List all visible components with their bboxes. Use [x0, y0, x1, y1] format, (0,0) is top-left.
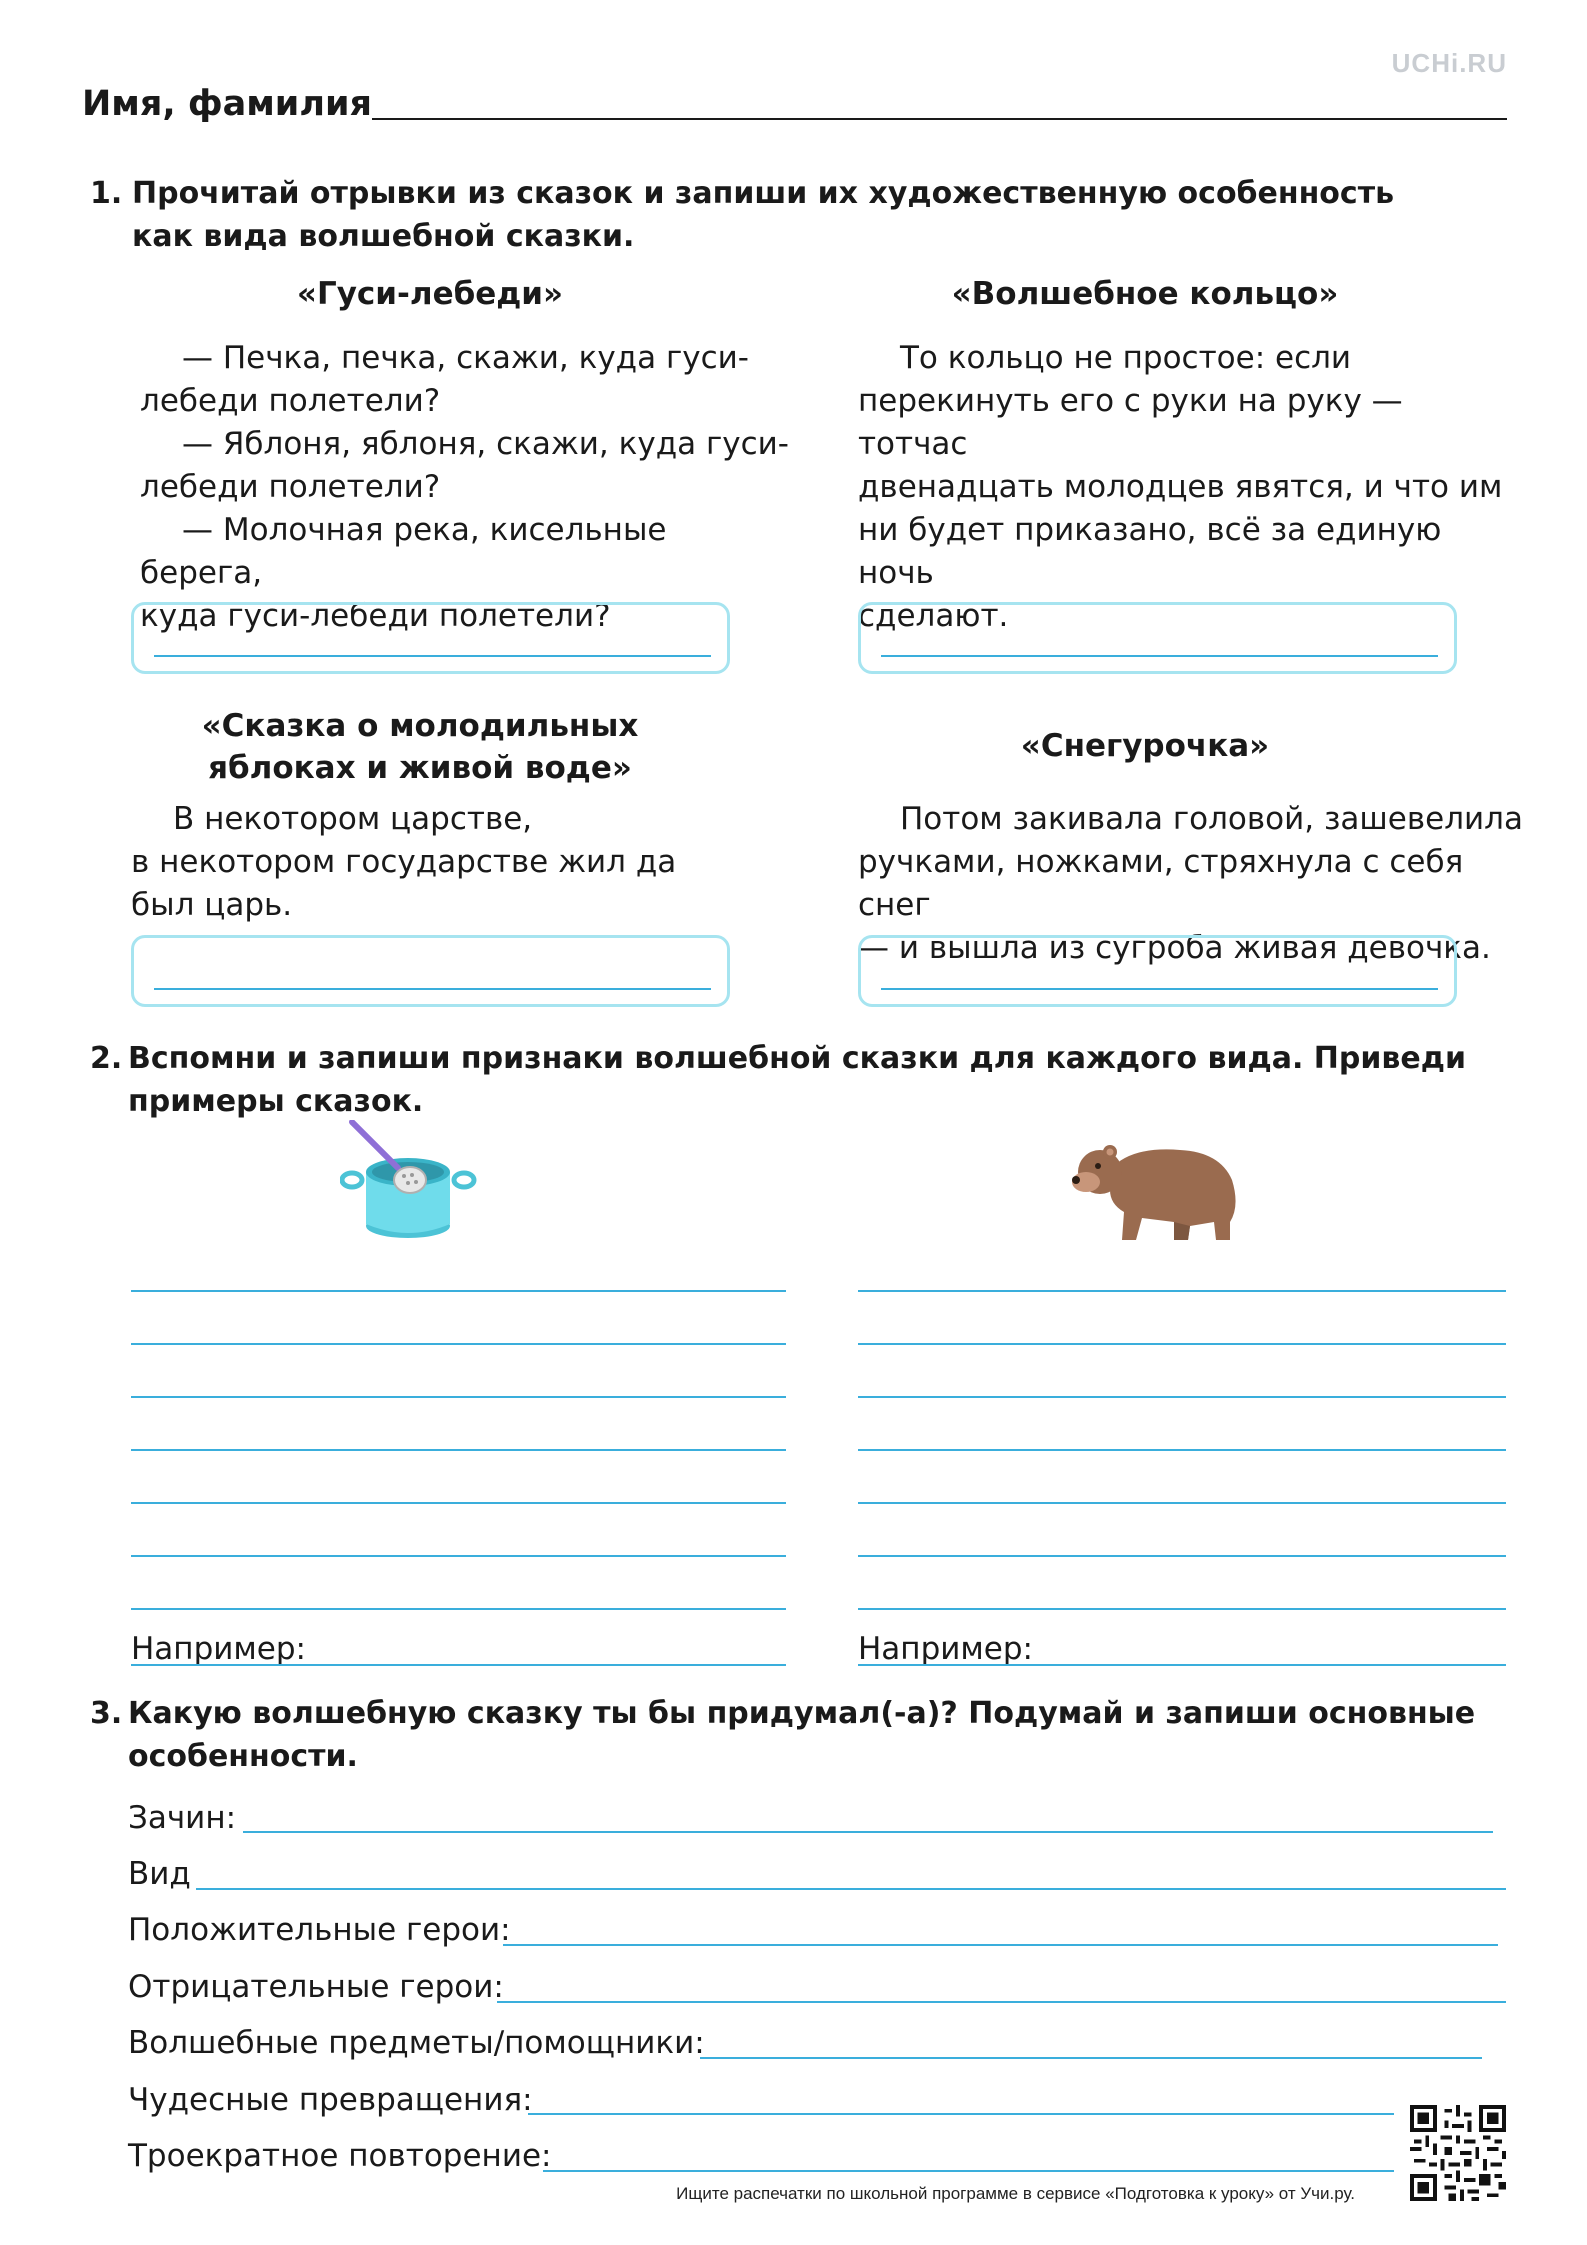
writing-line[interactable]	[131, 1608, 786, 1610]
example-label-left: Например:	[131, 1631, 306, 1667]
field-label-triple-repetition: Троекратное повторение:	[128, 2138, 552, 2174]
task3-title: 3. Какую волшебную сказку ты бы придумал(-а)? Подумай и запиши основные особенности.	[90, 1692, 1530, 1778]
field-label-zachin: Зачин:	[128, 1800, 237, 1836]
task1-title	[90, 172, 1510, 258]
writing-line[interactable]	[131, 1449, 786, 1451]
answer-box-molodilnye[interactable]	[131, 935, 730, 1007]
field-label-vid: Вид	[128, 1856, 191, 1892]
story-title-gusi: «Гуси-лебеди»	[296, 276, 564, 312]
story-title-koltso: «Волшебное кольцо»	[951, 276, 1339, 312]
field-line-transformations[interactable]	[528, 2113, 1394, 2115]
field-label-negative-heroes: Отрицательные герои:	[128, 1969, 504, 2005]
story-text-molodilnye: В некотором царстве, в некотором государстве жил да был царь.	[131, 801, 677, 923]
example-line-right[interactable]	[858, 1664, 1506, 1666]
task1-title-line: как вида волшебной сказки.	[132, 219, 635, 254]
field-line-triple-repetition[interactable]	[543, 2170, 1394, 2172]
writing-line[interactable]	[131, 1396, 786, 1398]
field-line-positive-heroes[interactable]	[503, 1944, 1498, 1946]
footer-note: Ищите распечатки по школьной программе в сервисе «Подготовка к уроку» от Учи.ру.	[676, 2184, 1355, 2203]
task1-title-line: Прочитай отрывки из сказок и запиши их художественную особенность	[132, 176, 1395, 211]
task3-number: 3.	[90, 1696, 123, 1731]
story-text-koltso: То кольцо не простое: если перекинуть его с руки на руку — тотчас двенадцать молодцев явятся, и что им ни будет приказано, всё за единую ночь сделают.	[858, 340, 1503, 634]
example-label-right: Например:	[858, 1631, 1033, 1667]
writing-line[interactable]	[858, 1555, 1506, 1557]
answer-line	[154, 988, 711, 990]
writing-line[interactable]	[858, 1502, 1506, 1504]
story-title-molodilnye: «Сказка о молодильных яблоках и живой воде»	[201, 708, 639, 786]
field-label-transformations: Чудесные превращения:	[128, 2082, 533, 2118]
writing-line[interactable]	[858, 1343, 1506, 1345]
name-label: Имя, фамилия	[82, 84, 372, 124]
task2-title: 2. Вспомни и запиши признаки волшебной сказки для каждого вида. Приведи примеры сказок.	[90, 1037, 1530, 1123]
answer-line	[881, 655, 1438, 657]
field-line-negative-heroes[interactable]	[497, 2001, 1506, 2003]
story-text-snegurochka: Потом закивала головой, зашевелила ручками, ножками, стряхнула с себя снег — и вышла из сугроба живая девочка.	[858, 801, 1523, 966]
writing-line[interactable]	[131, 1502, 786, 1504]
task1-number: 1.	[90, 176, 123, 211]
field-label-magic-items: Волшебные предметы/помощники:	[128, 2025, 705, 2061]
pot-with-ladle-icon	[340, 1120, 480, 1250]
name-input-line[interactable]	[372, 118, 1507, 120]
field-line-vid[interactable]	[196, 1888, 1506, 1890]
field-label-positive-heroes: Положительные герои:	[128, 1912, 511, 1948]
writing-line[interactable]	[131, 1343, 786, 1345]
answer-box-koltso[interactable]	[858, 602, 1457, 674]
story-title-snegurochka: «Снегурочка»	[1020, 728, 1270, 764]
answer-line	[881, 988, 1438, 990]
writing-line[interactable]	[858, 1290, 1506, 1292]
example-line-left[interactable]	[131, 1664, 786, 1666]
writing-line[interactable]	[131, 1290, 786, 1292]
field-line-zachin[interactable]	[243, 1831, 1493, 1833]
writing-line[interactable]	[858, 1449, 1506, 1451]
answer-box-snegurochka[interactable]	[858, 935, 1457, 1007]
field-line-magic-items[interactable]	[700, 2057, 1482, 2059]
writing-line[interactable]	[131, 1555, 786, 1557]
task2-number: 2.	[90, 1041, 123, 1076]
answer-line	[154, 655, 711, 657]
writing-line[interactable]	[858, 1396, 1506, 1398]
brand-logo: UCHi.RU	[1391, 48, 1507, 78]
answer-box-gusi[interactable]	[131, 602, 730, 674]
writing-line[interactable]	[858, 1608, 1506, 1610]
story-text-gusi: — Печка, печка, скажи, куда гуси- лебеди полетели? — Яблоня, яблоня, скажи, куда гуси- лебеди полетели? — Молочная река, кисельные берега, куда гуси-лебеди полетели?	[140, 340, 789, 634]
bear-icon	[1070, 1130, 1250, 1245]
qr-code-icon[interactable]	[1410, 2105, 1506, 2201]
